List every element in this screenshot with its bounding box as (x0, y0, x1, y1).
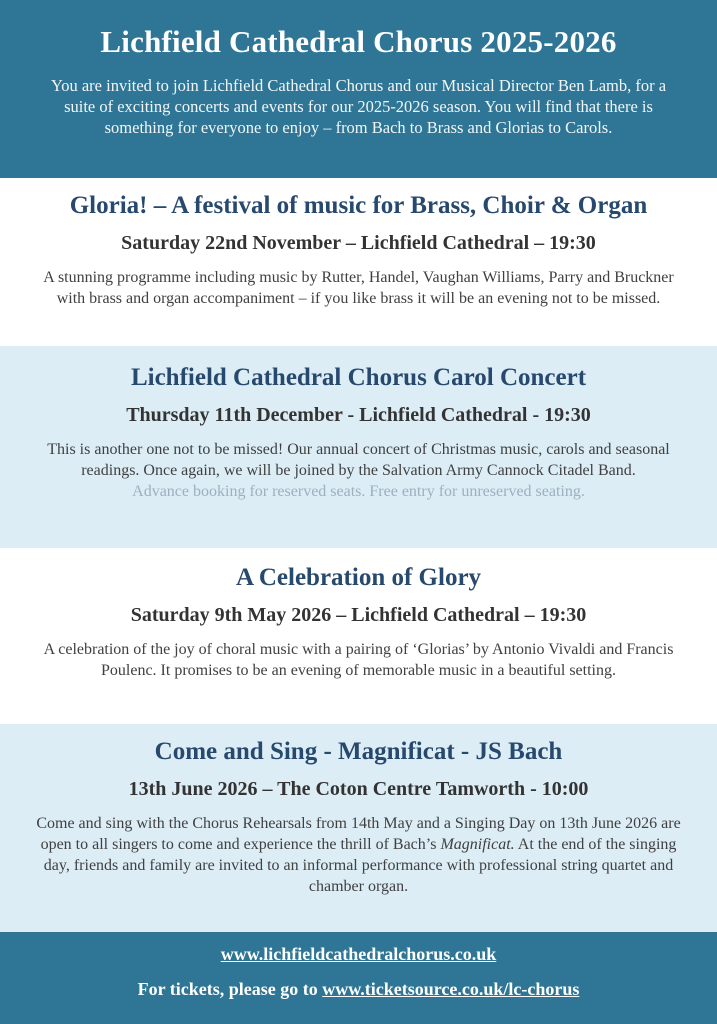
website-link[interactable]: www.lichfieldcathedralchorus.co.uk (220, 944, 497, 964)
event-title: Lichfield Cathedral Chorus Carol Concert (130, 364, 587, 391)
work-title: Magnificat. (440, 836, 515, 853)
event-title: Gloria! – A festival of music for Brass, Choir & Organ (69, 192, 648, 219)
event-description (36, 813, 681, 897)
page-title: Lichfield Cathedral Chorus 2025-2026 (100, 24, 617, 59)
footer-banner (0, 932, 717, 1024)
booking-note: Advance booking for reserved seats. Free entry for unreserved seating. (132, 483, 585, 500)
event-description: A celebration of the joy of choral music with a pairing of ‘Glorias’ by Antonio Vivaldi and Francis Poulenc. It promises to be an evening of memorable music in a beautiful setting. (43, 641, 674, 679)
event-date-venue: Saturday 22nd November – Lichfield Cathedral – 19:30 (121, 232, 596, 254)
event-title: A Celebration of Glory (235, 564, 482, 591)
tickets-link[interactable]: www.ticketsource.co.uk/lc-chorus (322, 979, 580, 999)
intro-text: You are invited to join Lichfield Cathedral Chorus and our Musical Director Ben Lamb, for a suite of exciting concerts and events for our 2025-2026 season. You will find that there is something for everyone to enjoy – from Bach to Brass and Glorias to Carols. (50, 76, 667, 137)
event-date-venue: Thursday 11th December - Lichfield Cathedral - 19:30 (126, 404, 591, 426)
description-part: At the end of the singing day, friends and family are invited to an informal performance with professional string quartet and chamber organ. (43, 836, 677, 895)
event-description: This is another one not to be missed! Our annual concert of Christmas music, carols and seasonal readings. Once again, we will be joined by the Salvation Army Cannock Citadel Band. (47, 441, 670, 479)
event-date-venue: 13th June 2026 – The Coton Centre Tamworth - 10:00 (128, 778, 589, 800)
event-title: Come and Sing - Magnificat - JS Bach (154, 738, 563, 765)
header-banner (0, 0, 717, 178)
event-celebration-of-glory (0, 548, 717, 724)
event-description: A stunning programme including music by Rutter, Handel, Vaughan Williams, Parry and Bruckner with brass and organ accompaniment – if you like brass it will be an evening not to be missed. (43, 269, 674, 307)
event-gloria (0, 178, 717, 346)
description-part: Come and sing with the Chorus Rehearsals from 14th May and a Singing Day on 13th June 2026 are open to all singers to come and experience the thrill of Bach’s (36, 815, 681, 853)
event-come-and-sing (0, 724, 717, 932)
tickets-line (0, 979, 717, 1000)
tickets-label: For tickets, please go to (137, 979, 323, 999)
event-date-venue: Saturday 9th May 2026 – Lichfield Cathedral – 19:30 (130, 604, 587, 626)
event-carol-concert (0, 346, 717, 548)
